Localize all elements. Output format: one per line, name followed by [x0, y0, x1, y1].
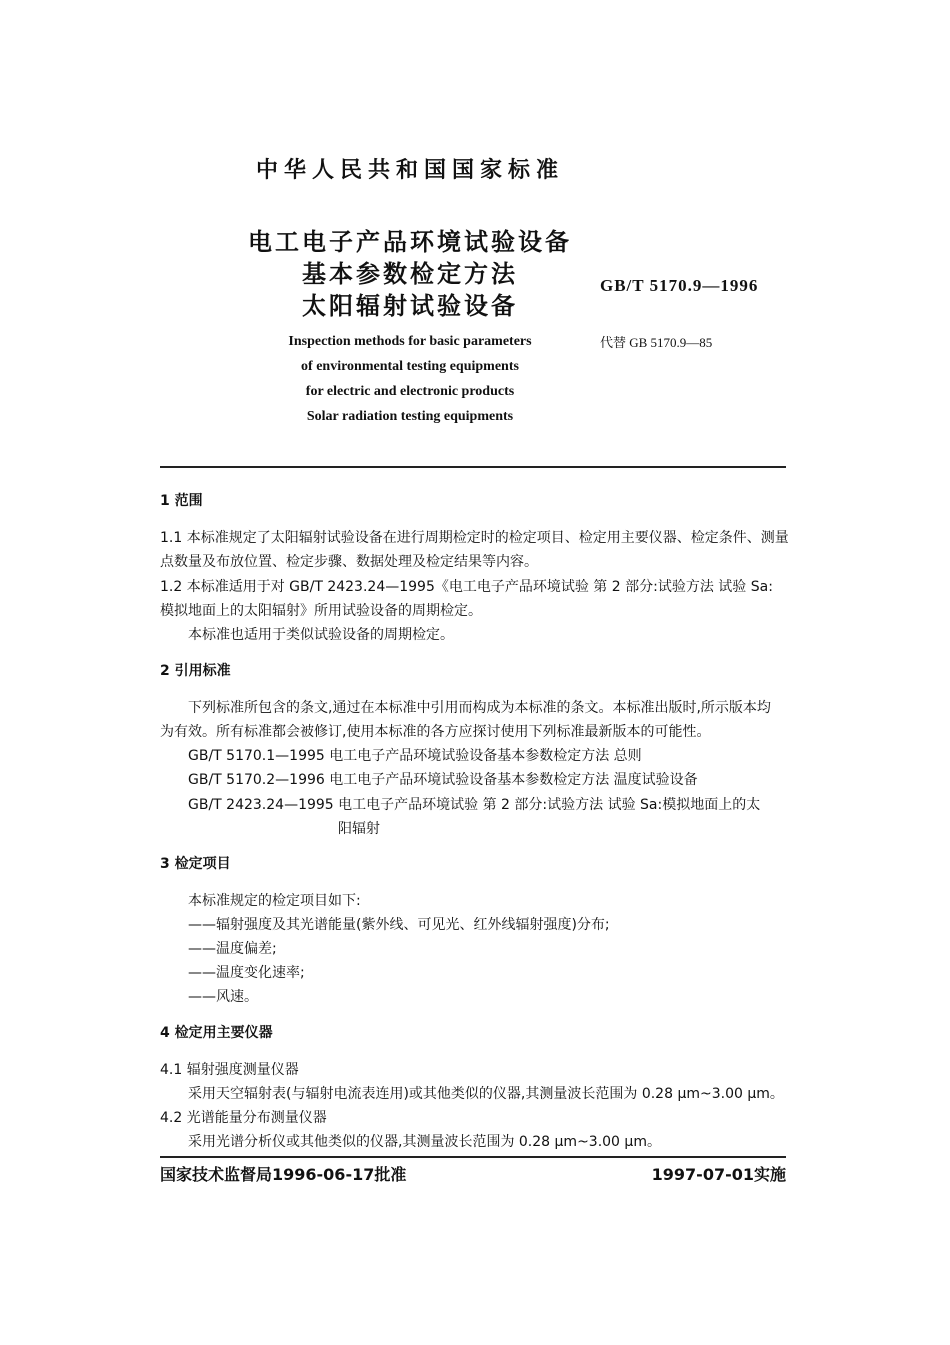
- national-standard-heading: 中华人民共和国国家标准: [255, 158, 564, 183]
- list-item: ——温度偏差;: [188, 941, 277, 957]
- header-divider: [160, 466, 786, 468]
- standard-code: GB/T 5170.9—1996: [600, 276, 759, 295]
- section-2-heading: 2 引用标准: [160, 663, 231, 679]
- section-2-intro-line-1: 下列标准所包含的条文,通过在本标准中引用而构成为本标准的条文。本标准出版时,所示版本均: [188, 700, 771, 716]
- reference-1: GB/T 5170.1—1995 电工电子产品环境试验设备基本参数检定方法 总则: [188, 748, 642, 764]
- title-cn-line-2: 基本参数检定方法: [302, 260, 518, 288]
- title-en-line-3: for electric and electronic products: [305, 384, 515, 399]
- section-3-intro: 本标准规定的检定项目如下:: [188, 893, 361, 909]
- clause-1-2-line-2: 模拟地面上的太阳辐射》所用试验设备的周期检定。: [160, 603, 482, 619]
- reference-3-line-2: 阳辐射: [338, 821, 380, 837]
- clause-1-1-line-2: 点数量及布放位置、检定步骤、数据处理及检定结果等内容。: [160, 554, 538, 570]
- effective-date: 1997-07-01实施: [651, 1165, 786, 1184]
- title-en-line-1: Inspection methods for basic parameters: [288, 334, 532, 349]
- reference-3-line-1: GB/T 2423.24—1995 电工电子产品环境试验 第 2 部分:试验方法 试验 Sa:模拟地面上的太: [188, 797, 761, 813]
- title-cn-line-3: 太阳辐射试验设备: [302, 292, 518, 320]
- list-item: ——温度变化速率;: [188, 965, 305, 981]
- footer-divider: [160, 1156, 786, 1158]
- clause-1-note: 本标准也适用于类似试验设备的周期检定。: [188, 627, 454, 643]
- title-en-line-4: Solar radiation testing equipments: [306, 409, 514, 424]
- list-item: ——风速。: [188, 989, 258, 1005]
- clause-4-1-text: 采用天空辐射表(与辐射电流表连用)或其他类似的仪器,其测量波长范围为 0.28 μm~3.00 μm。: [188, 1086, 784, 1102]
- clause-4-2-text: 采用光谱分析仪或其他类似的仪器,其测量波长范围为 0.28 μm~3.00 μm。: [188, 1134, 661, 1150]
- clause-4-1-heading: 4.1 辐射强度测量仪器: [160, 1062, 299, 1078]
- clause-4-2-heading: 4.2 光谱能量分布测量仪器: [160, 1110, 327, 1126]
- section-1-heading: 1 范围: [160, 493, 203, 509]
- list-item: ——辐射强度及其光谱能量(紫外线、可见光、红外线辐射强度)分布;: [188, 917, 610, 933]
- clause-1-1-line-1: 1.1 本标准规定了太阳辐射试验设备在进行周期检定时的检定项目、检定用主要仪器、检定条件、测量: [160, 530, 789, 546]
- section-4-heading: 4 检定用主要仪器: [160, 1025, 273, 1041]
- title-en-line-2: of environmental testing equipments: [301, 359, 519, 374]
- reference-2: GB/T 5170.2—1996 电工电子产品环境试验设备基本参数检定方法 温度试验设备: [188, 772, 698, 788]
- section-2-intro-line-2: 为有效。所有标准都会被修订,使用本标准的各方应探讨使用下列标准最新版本的可能性。: [160, 724, 711, 740]
- title-cn-line-1: 电工电子产品环境试验设备: [248, 228, 572, 256]
- replaces-note: 代替 GB 5170.9—85: [600, 335, 713, 350]
- section-3-heading: 3 检定项目: [160, 856, 231, 872]
- clause-1-2-line-1: 1.2 本标准适用于对 GB/T 2423.24—1995《电工电子产品环境试验 第 2 部分:试验方法 试验 Sa:: [160, 579, 773, 595]
- approval-date: 国家技术监督局1996-06-17批准: [160, 1165, 407, 1184]
